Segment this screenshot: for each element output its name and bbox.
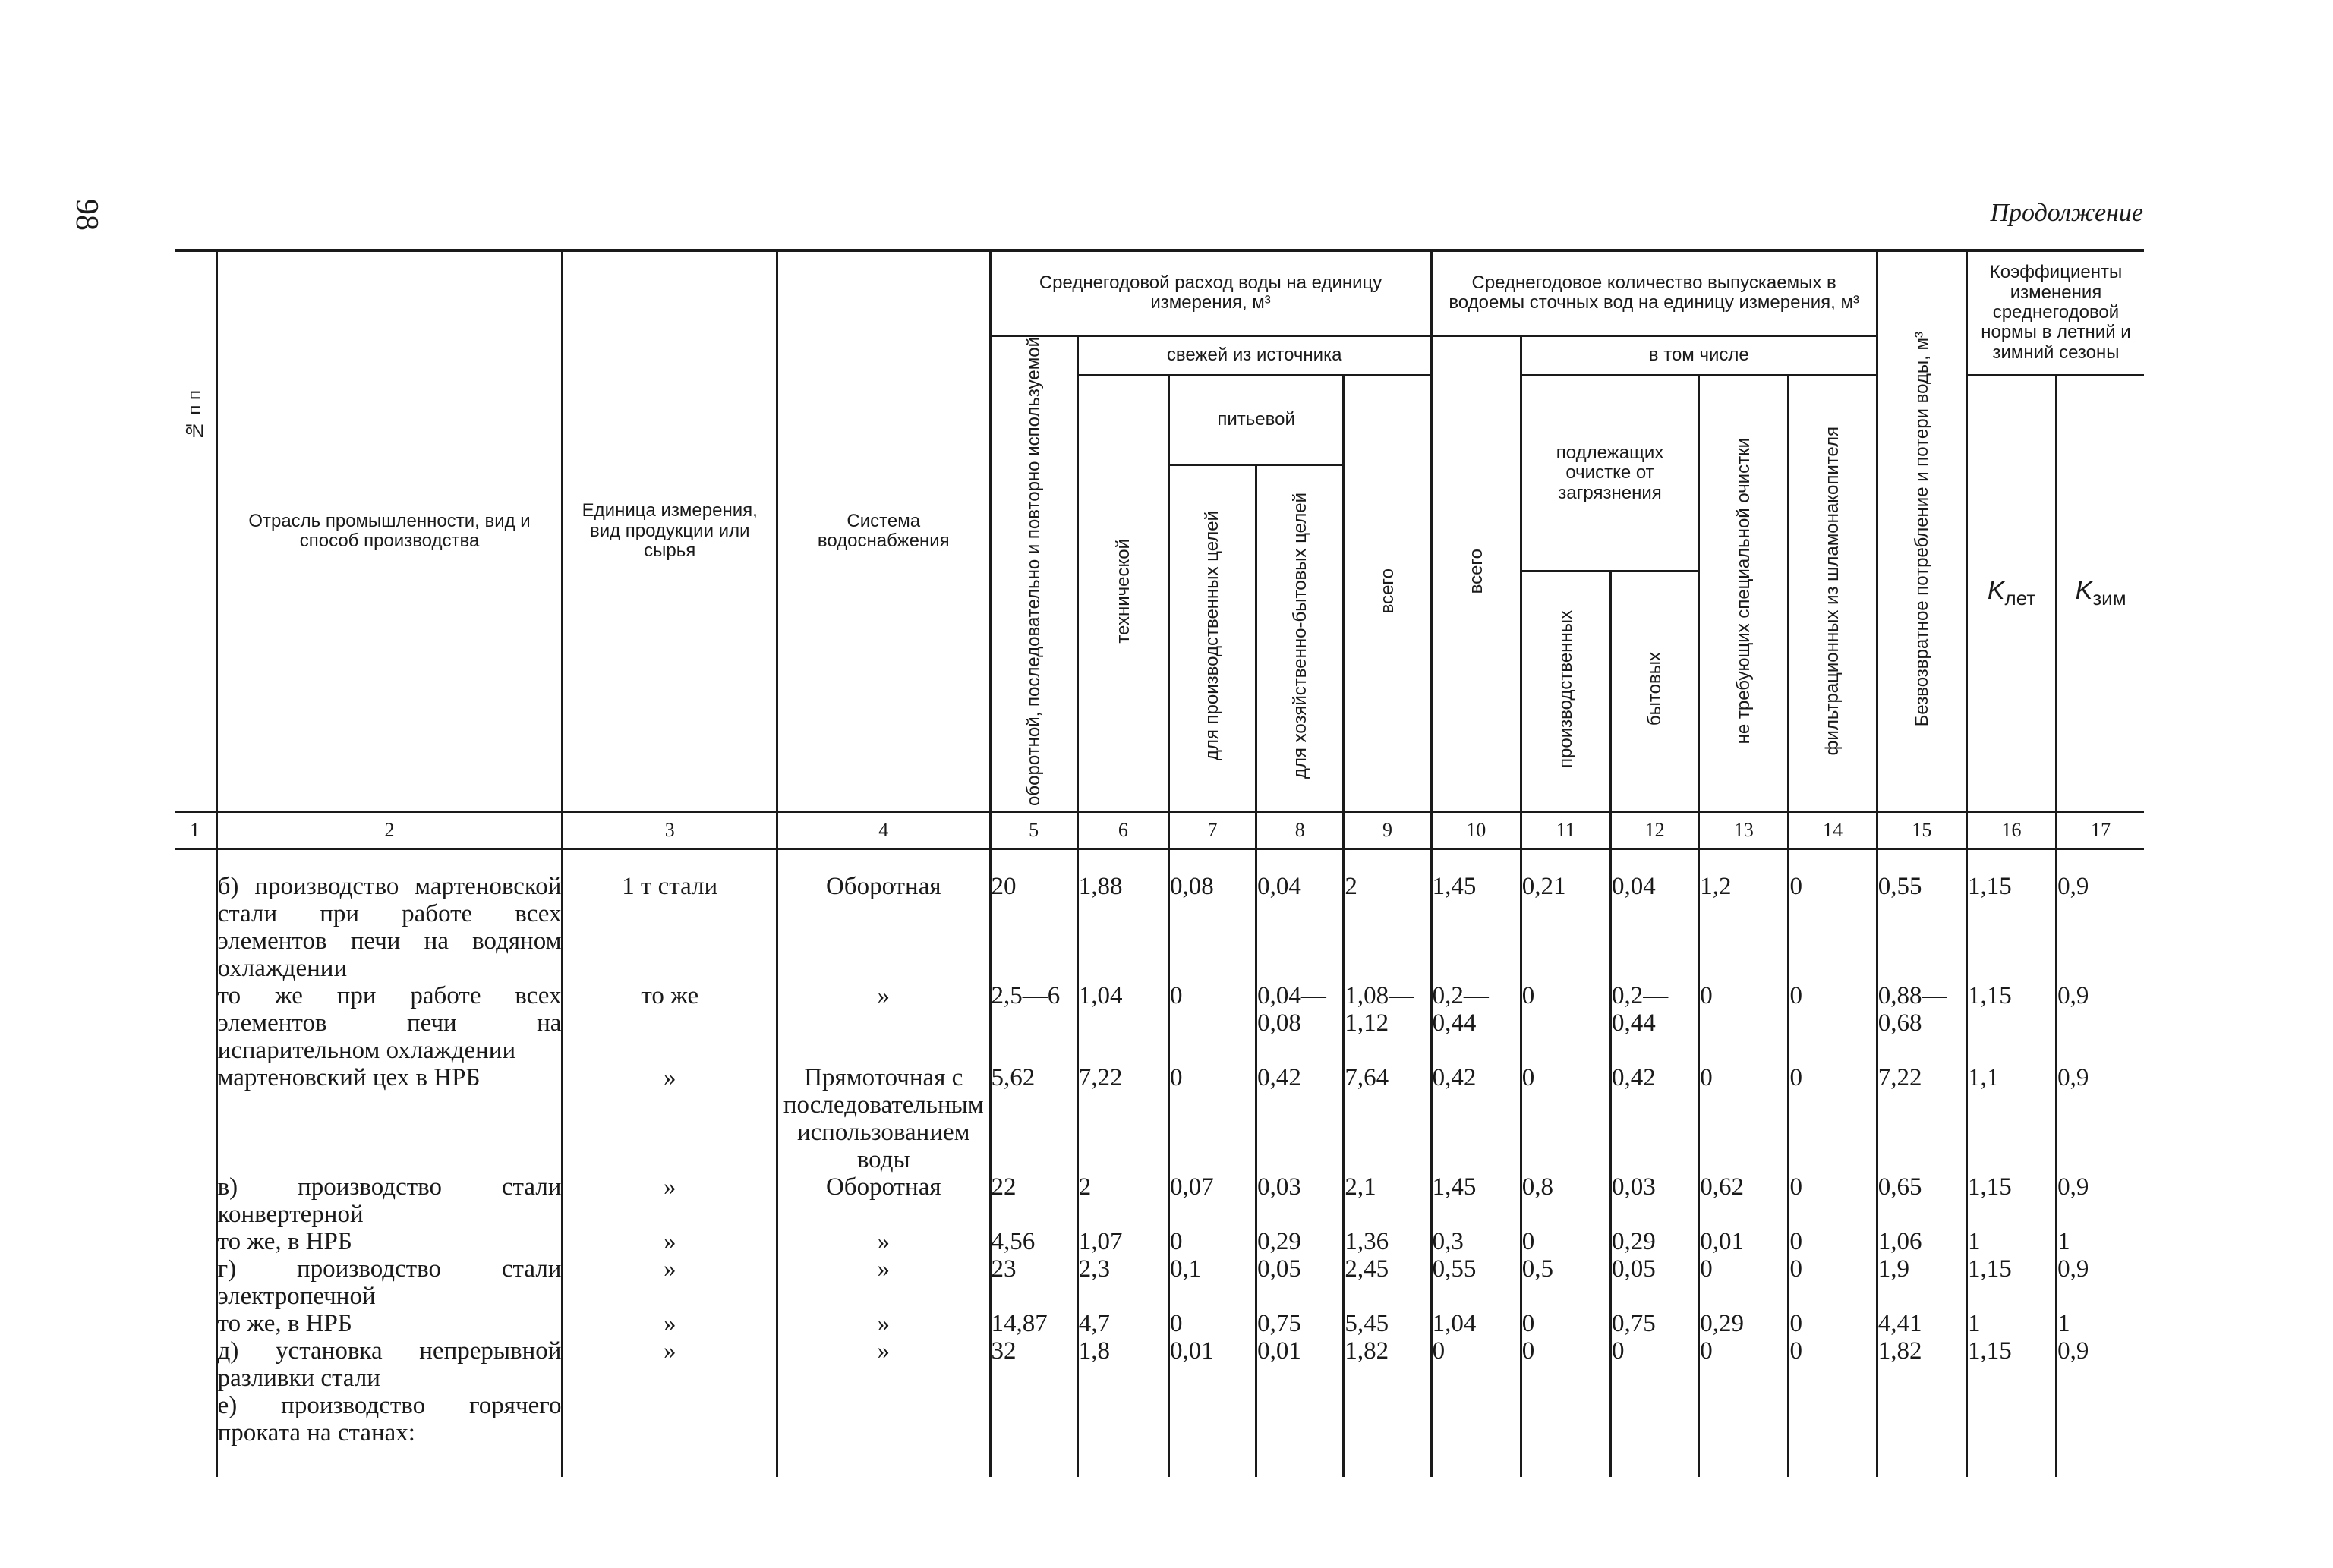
value-cell: 0,01 — [1699, 1228, 1789, 1255]
value-cell: 2,45 — [1344, 1255, 1431, 1310]
table-row — [175, 1392, 2144, 1447]
value-cell: 1,1 — [1966, 1064, 2056, 1173]
value-cell: 1,45 — [1431, 873, 1521, 982]
industry-cell: д) установка непрерывной разливки стали — [217, 1337, 562, 1392]
column-number: 10 — [1431, 811, 1521, 849]
row-number-cell — [175, 1228, 216, 1255]
unit-cell: » — [563, 1310, 777, 1337]
value-cell: 5,62 — [990, 1064, 1077, 1173]
value-cell: 20 — [990, 873, 1077, 982]
value-cell: 0 — [1789, 873, 1877, 982]
header-k-summer: $K_{лет}$ — [1966, 375, 2056, 811]
value-cell: 0,2—0,44 — [1431, 982, 1521, 1064]
value-cell: 0,42 — [1611, 1064, 1699, 1173]
value-cell: 0 — [1521, 1310, 1610, 1337]
value-cell: 0,9 — [2057, 1255, 2144, 1310]
table-row — [175, 1310, 2144, 1337]
value-cell: 2,1 — [1344, 1173, 1431, 1228]
table-row — [175, 873, 2144, 982]
continuation-label: Продолжение — [1990, 199, 2143, 227]
value-cell: 0,03 — [1256, 1173, 1344, 1228]
unit-cell: » — [563, 1228, 777, 1255]
value-cell: 2 — [1344, 873, 1431, 982]
column-number: 13 — [1699, 811, 1789, 849]
column-number: 1 — [175, 811, 216, 849]
value-cell: 4,7 — [1077, 1310, 1168, 1337]
value-cell: 22 — [990, 1173, 1077, 1228]
value-cell: 0,42 — [1256, 1064, 1344, 1173]
header-including-group: в том числе — [1521, 335, 1877, 375]
value-cell: 1,82 — [1344, 1337, 1431, 1392]
column-number: 6 — [1077, 811, 1168, 849]
value-cell: 1,9 — [1877, 1255, 1966, 1310]
value-cell: 0,9 — [2057, 1173, 2144, 1228]
unit-cell: » — [563, 1064, 777, 1173]
column-number: 2 — [216, 811, 563, 849]
value-cell: 0 — [1789, 982, 1877, 1064]
value-cell — [1168, 1392, 1256, 1447]
table-row — [175, 1173, 2144, 1228]
value-cell: 32 — [990, 1337, 1077, 1392]
header-unit: Единица измерения, вид продукции или сырья — [563, 250, 777, 811]
value-cell: 0 — [1789, 1337, 1877, 1392]
industry-cell: мартеновский цех в НРБ — [216, 1064, 563, 1173]
column-number: 8 — [1256, 811, 1344, 849]
value-cell: 0 — [1521, 1337, 1610, 1392]
value-cell: 1,15 — [1966, 1173, 2056, 1228]
value-cell: 0,9 — [2057, 873, 2144, 982]
column-number: 7 — [1168, 811, 1256, 849]
supply-system-cell: » — [777, 982, 990, 1064]
row-number-cell — [175, 982, 216, 1064]
value-cell: 2,3 — [1077, 1255, 1168, 1310]
header-technical: технической — [1077, 375, 1168, 811]
value-cell: 0,04 — [1611, 873, 1699, 982]
value-cell: 0 — [1611, 1337, 1699, 1392]
value-cell — [990, 1392, 1077, 1447]
value-cell — [1521, 1392, 1610, 1447]
value-cell: 1,08—1,12 — [1344, 982, 1431, 1064]
industry-cell: г) производство стали электропечной — [217, 1255, 562, 1310]
value-cell: 0,05 — [1611, 1255, 1699, 1310]
value-cell: 0 — [1789, 1228, 1877, 1255]
value-cell: 0 — [1521, 1228, 1610, 1255]
value-cell: 1,88 — [1077, 873, 1168, 982]
value-cell — [1431, 1392, 1521, 1447]
value-cell — [1789, 1392, 1877, 1447]
industry-cell: б) производство мартеновской стали при работе всех элементов печи на водяном охлаждении — [217, 872, 562, 982]
supply-system-cell: Оборотная — [777, 873, 990, 982]
row-number-cell — [175, 1337, 216, 1392]
value-cell: 0 — [1521, 1064, 1610, 1173]
value-cell: 0,29 — [1699, 1310, 1789, 1337]
value-cell: 0,42 — [1431, 1064, 1521, 1173]
column-number: 4 — [777, 811, 990, 849]
column-number: 11 — [1521, 811, 1610, 849]
value-cell: 0,01 — [1256, 1337, 1344, 1392]
header-discharge-total: всего — [1431, 335, 1521, 811]
value-cell: 0 — [1521, 982, 1610, 1064]
unit-cell: » — [563, 1255, 777, 1310]
value-cell: 1,15 — [1966, 982, 2056, 1064]
value-cell: 0 — [1789, 1310, 1877, 1337]
header-industry: Отрасль промышленности, вид и способ производства — [216, 250, 563, 811]
supply-system-cell: » — [777, 1255, 990, 1310]
header-industrial-wastewater: производственных — [1521, 571, 1610, 812]
value-cell: 1,45 — [1431, 1173, 1521, 1228]
value-cell: 0,8 — [1521, 1173, 1610, 1228]
value-cell — [2057, 1392, 2144, 1447]
industry-cell: в) производство стали конвертерной — [217, 1173, 562, 1228]
column-number: 15 — [1877, 811, 1966, 849]
column-number: 9 — [1344, 811, 1431, 849]
table-row — [175, 982, 2144, 1064]
supply-system-cell: » — [777, 1337, 990, 1392]
value-cell: 0,08 — [1168, 873, 1256, 982]
header-fresh-total: всего — [1344, 375, 1431, 811]
row-number-cell — [175, 1255, 216, 1310]
column-number: 16 — [1966, 811, 2056, 849]
value-cell: 14,87 — [990, 1310, 1077, 1337]
value-cell: 0,29 — [1611, 1228, 1699, 1255]
value-cell: 7,22 — [1077, 1064, 1168, 1173]
value-cell: 0 — [1699, 982, 1789, 1064]
value-cell: 0,75 — [1611, 1310, 1699, 1337]
value-cell: 5,45 — [1344, 1310, 1431, 1337]
value-cell: 0,3 — [1431, 1228, 1521, 1255]
value-cell: 2,5—6 — [990, 982, 1077, 1064]
value-cell: 0,04 — [1256, 873, 1344, 982]
value-cell: 0,55 — [1431, 1255, 1521, 1310]
supply-system-cell: » — [777, 1310, 990, 1337]
column-number: 12 — [1611, 811, 1699, 849]
supply-system-cell: Прямоточная с последовательным использованием воды — [777, 1064, 990, 1173]
value-cell: 1 — [1966, 1310, 2056, 1337]
value-cell: 1,36 — [1344, 1228, 1431, 1255]
value-cell: 1,15 — [1966, 1255, 2056, 1310]
header-household-wastewater: бытовых — [1611, 571, 1699, 812]
header-drinking-household: для хозяйственно-бытовых целей — [1256, 464, 1344, 811]
column-number: 3 — [563, 811, 777, 849]
industry-cell: то же, в НРБ — [216, 1310, 563, 1337]
value-cell — [1256, 1392, 1344, 1447]
header-no-treatment: не требующих специальной очистки — [1699, 375, 1789, 811]
supply-system-cell: Оборотная — [777, 1173, 990, 1228]
row-number-cell — [175, 1392, 216, 1447]
value-cell: 0,03 — [1611, 1173, 1699, 1228]
value-cell: 0 — [1789, 1255, 1877, 1310]
value-cell — [1966, 1392, 2056, 1447]
supply-system-cell — [777, 1392, 990, 1447]
value-cell: 1,04 — [1077, 982, 1168, 1064]
value-cell: 1 — [2057, 1310, 2144, 1337]
header-drinking-production: для производственных целей — [1168, 464, 1256, 811]
value-cell: 0,65 — [1877, 1173, 1966, 1228]
value-cell: 0,75 — [1256, 1310, 1344, 1337]
value-cell: 0,9 — [2057, 1337, 2144, 1392]
column-number: 17 — [2057, 811, 2144, 849]
value-cell — [1077, 1392, 1168, 1447]
industry-cell: то же, в НРБ — [216, 1228, 563, 1255]
row-number-cell — [175, 873, 216, 982]
value-cell: 0 — [1168, 1228, 1256, 1255]
value-cell: 0,9 — [2057, 982, 2144, 1064]
water-norms-table — [175, 249, 2144, 1477]
column-number: 14 — [1789, 811, 1877, 849]
value-cell: 1,2 — [1699, 873, 1789, 982]
value-cell: 0 — [1699, 1255, 1789, 1310]
value-cell: 1,15 — [1966, 1337, 2056, 1392]
value-cell: 1,82 — [1877, 1337, 1966, 1392]
value-cell: 4,56 — [990, 1228, 1077, 1255]
value-cell: 1 — [2057, 1228, 2144, 1255]
value-cell — [1611, 1392, 1699, 1447]
header-fresh-group: свежей из источника — [1077, 335, 1431, 375]
row-number-cell — [175, 1173, 216, 1228]
column-number: 5 — [990, 811, 1077, 849]
value-cell: 0,29 — [1256, 1228, 1344, 1255]
header-supply-system: Система водоснабжения — [777, 250, 990, 811]
value-cell: 0 — [1431, 1337, 1521, 1392]
value-cell: 1,06 — [1877, 1228, 1966, 1255]
industry-cell: е) производство горячего проката на станах: — [217, 1391, 562, 1447]
header-k-winter: $K_{зим}$ — [2057, 375, 2144, 811]
value-cell: 1 — [1966, 1228, 2056, 1255]
header-discharge-group: Среднегодовое количество выпускаемых в водоемы сточных вод на единицу измерения, м³ — [1431, 250, 1877, 335]
header-treatment-group: подлежащих очистке от загрязнения — [1521, 375, 1698, 571]
value-cell: 1,8 — [1077, 1337, 1168, 1392]
value-cell: 0 — [1168, 982, 1256, 1064]
value-cell: 0,55 — [1877, 873, 1966, 982]
value-cell: 0,01 — [1168, 1337, 1256, 1392]
value-cell: 0,07 — [1168, 1173, 1256, 1228]
value-cell: 1,04 — [1431, 1310, 1521, 1337]
value-cell: 0 — [1168, 1064, 1256, 1173]
value-cell: 0,1 — [1168, 1255, 1256, 1310]
table-row — [175, 1337, 2144, 1392]
header-irreversible-loss: Безвозвратное потребление и потери воды, м³ — [1877, 250, 1966, 811]
value-cell: 0,05 — [1256, 1255, 1344, 1310]
value-cell: 0 — [1789, 1173, 1877, 1228]
unit-cell: » — [563, 1173, 777, 1228]
value-cell: 23 — [990, 1255, 1077, 1310]
value-cell: 7,22 — [1877, 1064, 1966, 1173]
value-cell: 0,2—0,44 — [1611, 982, 1699, 1064]
value-cell: 0 — [1168, 1310, 1256, 1337]
value-cell: 0,5 — [1521, 1255, 1610, 1310]
unit-cell: то же — [563, 982, 777, 1064]
value-cell: 0,04—0,08 — [1256, 982, 1344, 1064]
header-drinking-group: питьевой — [1168, 375, 1343, 464]
value-cell: 1,15 — [1966, 873, 2056, 982]
value-cell: 1,07 — [1077, 1228, 1168, 1255]
table-row — [175, 1228, 2144, 1255]
value-cell: 0,88—0,68 — [1877, 982, 1966, 1064]
value-cell: 0,9 — [2057, 1064, 2144, 1173]
industry-cell: то же при работе всех элементов печи на испарительном охлаждении — [217, 981, 562, 1064]
value-cell — [1699, 1392, 1789, 1447]
header-circulating: оборотной, последовательно и повторно используемой — [990, 335, 1077, 811]
header-consumption-group: Среднегодовой расход воды на единицу измерения, м³ — [990, 250, 1431, 335]
table-row — [175, 1255, 2144, 1310]
value-cell: 0 — [1699, 1337, 1789, 1392]
header-row-number: № п п — [175, 250, 216, 811]
row-number-cell — [175, 1310, 216, 1337]
table-row — [175, 1064, 2144, 1173]
value-cell: 7,64 — [1344, 1064, 1431, 1173]
supply-system-cell: » — [777, 1228, 990, 1255]
unit-cell — [563, 1392, 777, 1447]
value-cell: 0,62 — [1699, 1173, 1789, 1228]
row-number-cell — [175, 1064, 216, 1173]
header-coefficients-group: Коэффициенты изменения среднегодовой нормы в летний и зимний сезоны — [1966, 250, 2144, 375]
value-cell: 2 — [1077, 1173, 1168, 1228]
value-cell: 0 — [1699, 1064, 1789, 1173]
unit-cell: » — [563, 1337, 777, 1392]
unit-cell: 1 т стали — [563, 873, 777, 982]
value-cell — [1344, 1392, 1431, 1447]
value-cell: 4,41 — [1877, 1310, 1966, 1337]
value-cell — [1877, 1392, 1966, 1447]
header-filtration: фильтрационных из шламонакопителя — [1789, 375, 1877, 811]
value-cell: 0,21 — [1521, 873, 1610, 982]
value-cell: 0 — [1789, 1064, 1877, 1173]
page-number: 98 — [69, 199, 104, 231]
